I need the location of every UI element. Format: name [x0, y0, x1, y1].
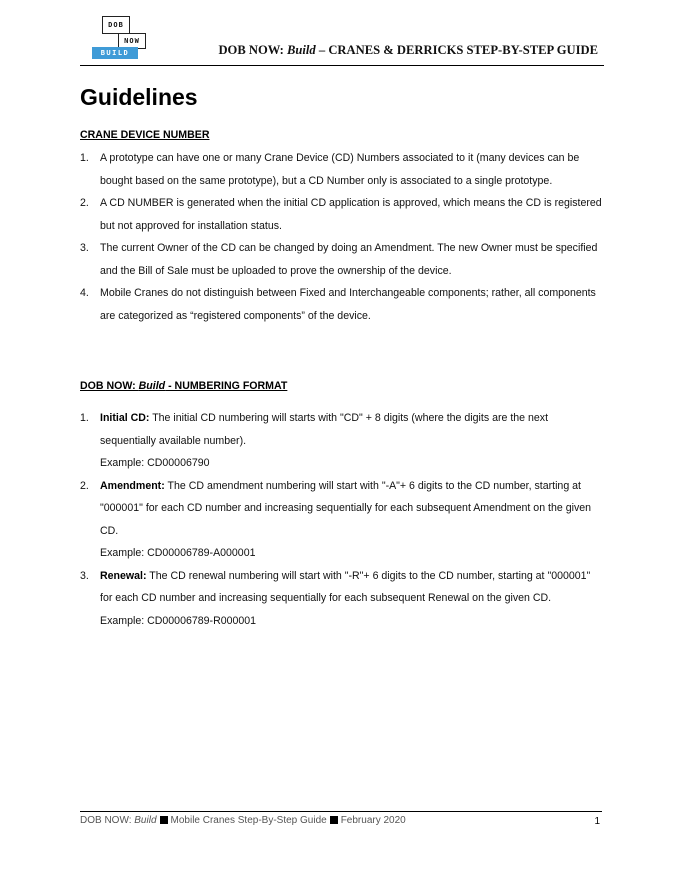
- logo-dob-text: DOB: [102, 16, 130, 34]
- list-item-text: The CD renewal numbering will start with "-R"+ 6 digits to the CD number, starting at "000001" for each CD number and increasing sequentially for each subsequent Renewal on the given CD.: [100, 569, 591, 604]
- list-item: [80, 192, 604, 237]
- list-item-number: 1.: [80, 152, 89, 164]
- list-item-text: A CD NUMBER is generated when the initial CD application is approved, which means the CD is registered but not approved for installation status.: [100, 197, 602, 232]
- square-bullet-icon: [330, 816, 338, 824]
- list-item: [80, 475, 604, 565]
- page-number: 1: [594, 816, 600, 827]
- list-item-text: The initial CD numbering will starts with "CD" + 8 digits (where the digits are the next sequentially available number).: [100, 412, 549, 447]
- list-item-text: The CD amendment numbering will start with "-A"+ 6 digits to the CD number, starting at "000001" for each CD number and increasing sequentially for each subsequent Amendment on the given CD.: [100, 479, 592, 537]
- logo-build-text: BUILD: [92, 47, 138, 59]
- page-footer: [80, 811, 602, 826]
- list-item-number: 2.: [80, 197, 89, 209]
- numbering-format-heading: [80, 377, 604, 395]
- list-item: [80, 237, 604, 282]
- list-item-example: Example: CD00006790: [100, 457, 210, 469]
- page-title: Guidelines: [80, 84, 198, 110]
- page-content: [80, 82, 604, 632]
- crane-device-heading: CRANE DEVICE NUMBER: [80, 129, 210, 141]
- list-item-number: 1.: [80, 412, 89, 424]
- list-item-number: 4.: [80, 287, 89, 299]
- list-item: [80, 147, 604, 192]
- header-title: [218, 43, 598, 58]
- numbering-heading-italic: Build: [138, 380, 166, 392]
- numbering-format-list: [80, 407, 604, 632]
- list-item-number: 2.: [80, 479, 89, 492]
- list-item-text: A prototype can have one or many Crane Device (CD) Numbers associated to it (many devices can be bought based on the same prototype), but a CD Number only is associated to a single prototype.: [100, 152, 580, 187]
- logo-now-text: NOW: [118, 33, 146, 49]
- list-item-example: Example: CD00006789-A000001: [100, 547, 256, 559]
- square-bullet-icon: [160, 816, 168, 824]
- list-item: [80, 282, 604, 327]
- list-item-number: 3.: [80, 242, 89, 254]
- list-item: [80, 407, 604, 475]
- header-title-prefix: DOB NOW:: [218, 43, 288, 57]
- list-item: [80, 565, 604, 633]
- crane-device-list: [80, 147, 604, 327]
- list-item-label: Amendment:: [100, 479, 165, 492]
- footer-guide-title: Mobile Cranes Step-By-Step Guide: [170, 815, 327, 826]
- list-item-label: Renewal:: [100, 569, 147, 582]
- footer-italic: Build: [134, 815, 157, 826]
- header-title-suffix: – CRANES & DERRICKS STEP-BY-STEP GUIDE: [315, 43, 598, 57]
- list-item-text: Mobile Cranes do not distinguish between Fixed and Interchangeable components; rather, all components are categorized as “registered components” of the device.: [100, 287, 596, 322]
- list-item-text: The current Owner of the CD can be changed by doing an Amendment. The new Owner must be specified and the Bill of Sale must be uploaded to prove the ownership of the device.: [100, 242, 598, 277]
- footer-date: February 2020: [340, 815, 406, 826]
- list-item-example: Example: CD00006789-R000001: [100, 614, 257, 627]
- page-header: [80, 14, 604, 66]
- footer-prefix: DOB NOW:: [80, 815, 135, 826]
- numbering-heading-prefix: DOB NOW:: [80, 380, 139, 392]
- dob-now-build-logo: [90, 14, 146, 60]
- header-title-italic: Build: [287, 43, 316, 57]
- list-item-label: Initial CD:: [100, 412, 150, 424]
- numbering-heading-suffix: - NUMBERING FORMAT: [165, 380, 288, 392]
- list-item-number: 3.: [80, 569, 89, 582]
